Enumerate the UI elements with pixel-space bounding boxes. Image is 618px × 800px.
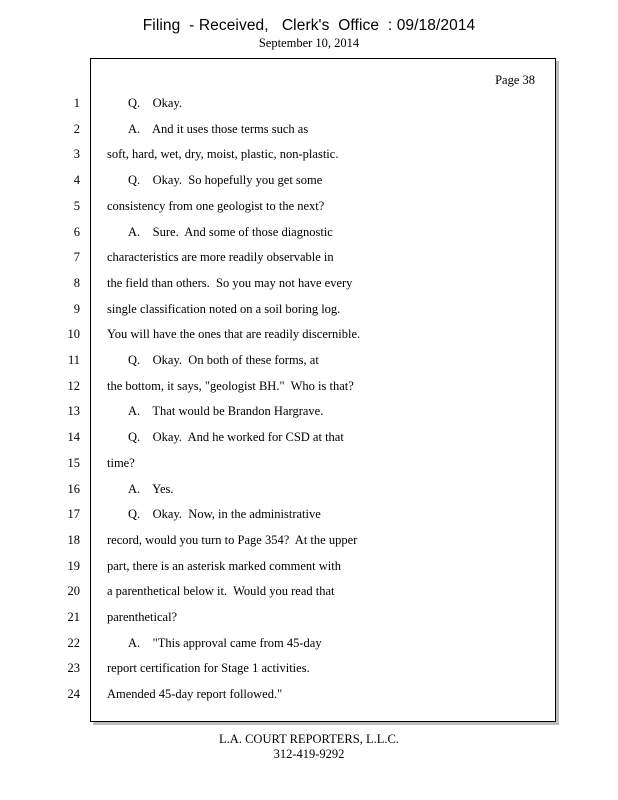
line-number: 8 [73, 275, 80, 290]
transcript-line: A. And it uses those terms such as [128, 121, 309, 136]
transcript-line: the bottom, it says, "geologist BH." Who is that? [107, 378, 354, 393]
transcript-line: A. Sure. And some of those diagnostic [128, 224, 333, 239]
transcript-line: soft, hard, wet, dry, moist, plastic, non-plastic. [107, 147, 339, 162]
line-number: 23 [67, 661, 80, 676]
line-number: 10 [67, 327, 80, 342]
transcript-line: Q. Okay. So hopefully you get some [128, 173, 323, 188]
transcript-line: single classification noted on a soil boring log. [107, 301, 341, 316]
line-number: 9 [73, 301, 80, 316]
line-number: 14 [67, 430, 80, 445]
line-number: 7 [73, 250, 80, 265]
transcript-line: consistency from one geologist to the next? [107, 198, 325, 213]
line-number: 5 [73, 198, 80, 213]
line-number: 2 [73, 121, 80, 136]
line-number: 18 [67, 532, 80, 547]
line-number: 17 [67, 507, 80, 522]
transcript-line: You will have the ones that are readily discernible. [107, 327, 361, 342]
footer-phone: 312-419-9292 [273, 747, 345, 761]
footer-company: L.A. COURT REPORTERS, L.L.C. [219, 732, 399, 746]
transcript-line: the field than others. So you may not have every [107, 275, 353, 290]
header-date: September 10, 2014 [258, 36, 360, 50]
line-number: 20 [67, 584, 80, 599]
transcript-line: a parenthetical below it. Would you read that [107, 584, 335, 599]
line-number: 3 [73, 147, 80, 162]
line-number: 22 [67, 635, 80, 650]
filing-stamp: Filing - Received, Clerk's Office : 09/18/2014 [142, 17, 476, 34]
line-number: 21 [67, 610, 80, 624]
page-number: Page 38 [495, 73, 535, 87]
transcript-line: Q. Okay. Now, in the administrative [128, 507, 321, 522]
transcript-line: parenthetical? [107, 610, 178, 624]
line-number: 6 [73, 224, 80, 239]
transcript-line: A. That would be Brandon Hargrave. [128, 404, 324, 419]
transcript-line: part, there is an asterisk marked comment with [107, 558, 341, 573]
line-number: 11 [67, 353, 80, 367]
line-number: 19 [67, 558, 80, 573]
line-number: 24 [67, 687, 80, 702]
line-number: 12 [67, 378, 80, 393]
line-number: 1 [73, 96, 80, 110]
transcript-line: Q. Okay. On both of these forms, at [128, 353, 319, 367]
line-number: 13 [67, 404, 80, 419]
transcript-line: report certification for Stage 1 activities. [107, 661, 310, 676]
transcript-line: A. Yes. [128, 481, 174, 496]
transcript-line: record, would you turn to Page 354? At the upper [107, 532, 358, 547]
transcript-line: A. "This approval came from 45-day [128, 635, 322, 650]
transcript-line: Q. Okay. And he worked for CSD at that [128, 430, 344, 445]
line-number: 4 [73, 173, 80, 188]
transcript-line: time? [107, 455, 135, 470]
line-number: 15 [67, 455, 80, 470]
transcript-line: Q. Okay. [128, 96, 183, 110]
transcript-line: characteristics are more readily observable in [107, 250, 334, 265]
line-number: 16 [67, 481, 80, 496]
transcript-line: Amended 45-day report followed." [107, 687, 283, 702]
